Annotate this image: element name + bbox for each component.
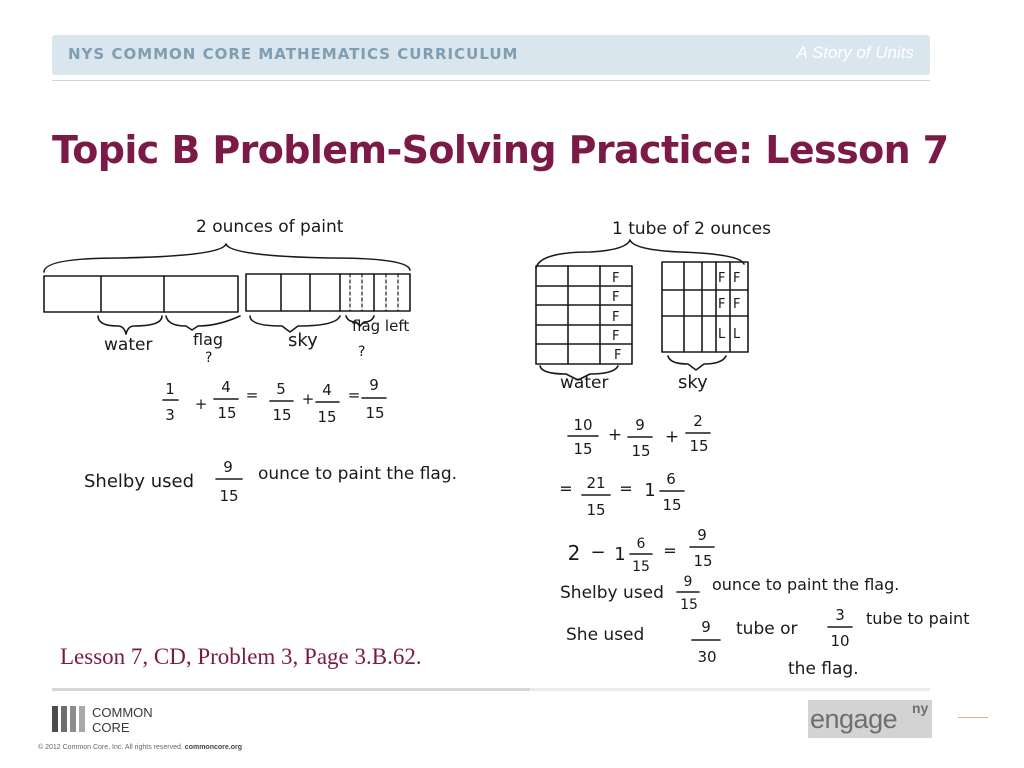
r3-f1-num: 6	[636, 536, 646, 552]
r1-plus-1: +	[607, 425, 623, 445]
r1-plus-2: +	[664, 427, 680, 447]
eq-1-num: 1	[165, 380, 175, 398]
r2-f2-den: 15	[662, 496, 682, 514]
r2-f1-num: 21	[586, 474, 606, 492]
r4-pre: Shelby used	[560, 583, 664, 603]
flag-left-question: ?	[358, 344, 366, 360]
flag-question: ?	[205, 350, 213, 366]
r5-pre: She used	[566, 625, 645, 645]
lesson-caption: Lesson 7, CD, Problem 3, Page 3.B.62.	[60, 644, 422, 669]
left-top-brace	[44, 244, 410, 272]
eq-4-num: 4	[322, 381, 332, 399]
r3-two: 2	[567, 541, 581, 565]
flag-left-label: flag left	[352, 317, 410, 335]
left-answer	[84, 458, 457, 505]
mark-f: F	[612, 271, 620, 286]
right-line-2	[559, 470, 684, 519]
orange-accent-line	[958, 717, 988, 718]
right-line-5	[566, 606, 969, 666]
copyright-site: commoncore.org	[184, 744, 242, 751]
mark-f: F	[614, 348, 622, 363]
engage-sup: ny	[912, 700, 929, 716]
sky-label: sky	[288, 330, 318, 351]
r2-eq: =	[559, 479, 573, 498]
r2-f1-den: 15	[586, 501, 606, 519]
eq-5-den: 15	[365, 404, 385, 422]
flag-label: flag	[193, 330, 224, 349]
page-title: Topic B Problem-Solving Practice: Lesson 7	[52, 128, 949, 172]
right-line-3	[568, 526, 714, 575]
r4-num: 9	[683, 574, 693, 590]
series-title: A Story of Units	[796, 43, 914, 62]
logo-line-2: CORE	[92, 720, 130, 735]
mark-f: F	[733, 297, 741, 312]
r5-num2: 3	[835, 606, 845, 624]
right-top-label: 1 tube of 2 ounces	[612, 219, 771, 239]
r6-text: the flag.	[788, 659, 859, 679]
mark-f: F	[612, 290, 620, 305]
engage-text: engage	[810, 704, 898, 734]
r3-whole: 1	[614, 544, 626, 565]
right-grid-diagram	[536, 219, 771, 393]
r3-f1-den: 15	[632, 559, 650, 575]
eq-2-den: 15	[217, 404, 237, 422]
r5-mid: tube or	[736, 619, 798, 639]
eq-equals-2: =	[347, 386, 361, 404]
left-equation	[163, 376, 386, 426]
r3-eq: =	[663, 541, 677, 560]
water-label: water	[104, 335, 153, 355]
left-answer-num: 9	[223, 458, 233, 476]
left-answer-pre: Shelby used	[84, 471, 194, 492]
curriculum-title: NYS COMMON CORE MATHEMATICS CURRICULUM	[68, 45, 519, 63]
r1-f1-den: 15	[573, 440, 593, 458]
eq-plus-1: +	[194, 395, 208, 413]
engageny-logo	[808, 700, 932, 738]
r1-f2-num: 9	[635, 416, 645, 434]
left-tape-diagram	[44, 217, 410, 366]
r1-f3-num: 2	[693, 412, 703, 430]
logo-line-1: COMMON	[92, 705, 153, 720]
r3-minus: −	[590, 542, 606, 563]
r2-f2-num: 6	[666, 470, 676, 488]
footer-rule-dark	[52, 688, 530, 691]
footer-rule-light	[530, 688, 930, 691]
left-top-label: 2 ounces of paint	[196, 217, 344, 237]
copyright	[38, 744, 242, 751]
eq-2-num: 4	[221, 378, 231, 396]
left-tape-1	[44, 276, 238, 312]
left-answer-post: ounce to paint the flag.	[258, 464, 458, 484]
eq-plus-2: +	[301, 390, 315, 408]
mark-f: F	[718, 297, 726, 312]
eq-3-den: 15	[272, 406, 292, 424]
r5-post: tube to paint	[866, 609, 970, 628]
r3-f2-den: 15	[693, 552, 713, 570]
right-water-label: water	[560, 373, 609, 393]
r5-num: 9	[701, 618, 711, 636]
r5-den: 30	[697, 648, 717, 666]
eq-3-num: 5	[276, 380, 286, 398]
r1-f2-den: 15	[631, 442, 651, 460]
right-line-4	[560, 574, 899, 613]
r1-f1-num: 10	[573, 416, 593, 434]
mark-l: L	[733, 327, 741, 342]
eq-5-num: 9	[369, 376, 379, 394]
mark-f: F	[612, 310, 620, 325]
r3-f2-num: 9	[697, 526, 707, 544]
right-line-1	[568, 412, 710, 460]
left-answer-den: 15	[219, 487, 239, 505]
r4-post: ounce to paint the flag.	[712, 575, 900, 594]
r1-f3-den: 15	[689, 437, 709, 455]
r4-den: 15	[680, 597, 698, 613]
mark-f: F	[733, 271, 741, 286]
mark-f: F	[612, 329, 620, 344]
right-sky-label: sky	[678, 372, 708, 393]
r5-den2: 10	[830, 632, 850, 650]
r2-eq-2: =	[619, 479, 633, 498]
copyright-text: © 2012 Common Core, Inc. All rights reserved.	[38, 744, 183, 751]
eq-4-den: 15	[317, 408, 337, 426]
mark-l: L	[718, 327, 726, 342]
r2-whole: 1	[644, 480, 656, 501]
common-core-logo	[52, 704, 192, 741]
eq-equals-1: =	[245, 386, 259, 404]
mark-f: F	[718, 271, 726, 286]
eq-1-den: 3	[165, 406, 175, 424]
